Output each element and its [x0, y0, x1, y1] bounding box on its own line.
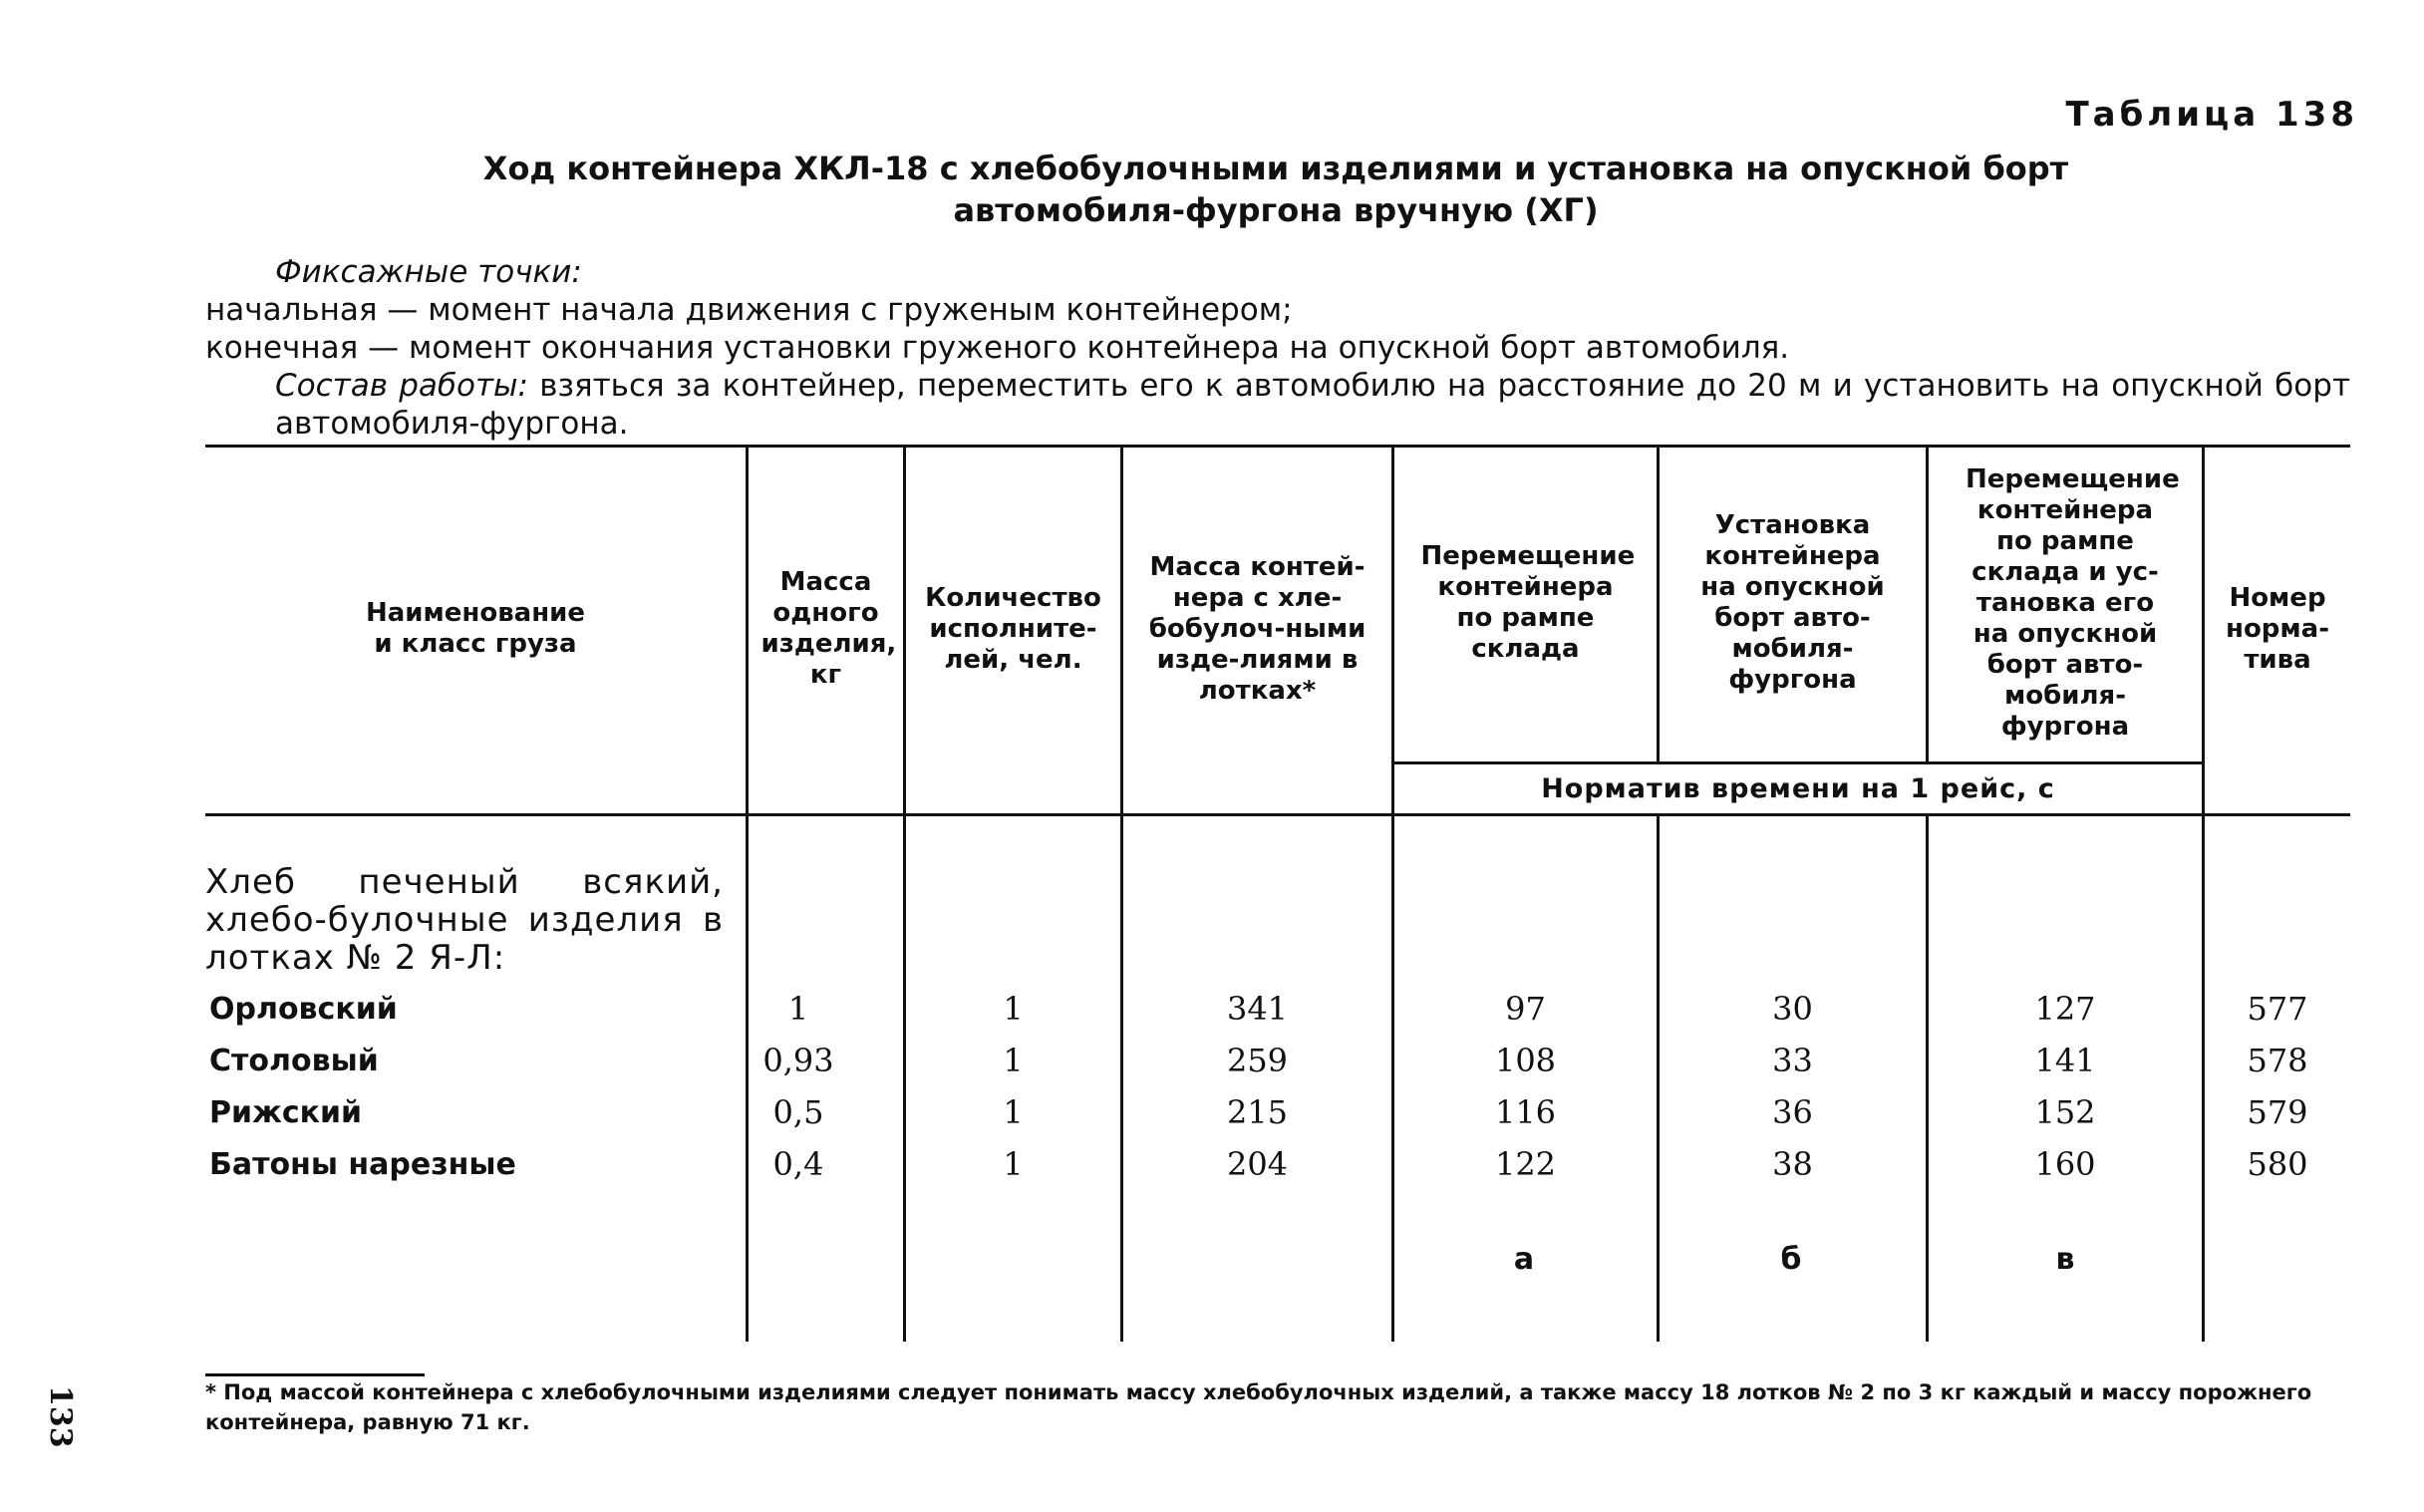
cell-install: 38	[1772, 1145, 1813, 1183]
header-time-norm: Норматив времени на 1 рейс, с	[1541, 773, 2055, 804]
cell-mass-container: 259	[1226, 1042, 1289, 1079]
cell-move-and-install: 160	[2034, 1145, 2096, 1183]
group-label: Хлеб печеный всякий, хлебо-булочные изделия в лотках № 2 Я-Л:	[205, 862, 724, 978]
cell-move-and-install: 127	[2034, 990, 2096, 1028]
cell-name: Орловский	[209, 991, 398, 1027]
work-label: Состав работы:	[275, 368, 528, 404]
cell-workers: 1	[1003, 1145, 1024, 1183]
cell-mass-container: 204	[1226, 1145, 1289, 1183]
cell-install: 33	[1772, 1042, 1813, 1079]
cell-move-and-install: 141	[2034, 1042, 2096, 1079]
cell-move-ramp: 97	[1505, 990, 1546, 1028]
table-row	[205, 983, 2350, 1035]
header-mass-container: Масса контей-нера с хле-бобулоч-ными изде-лиями в лотках*	[1148, 551, 1366, 706]
cell-workers: 1	[1003, 990, 1024, 1028]
cell-install: 30	[1772, 990, 1813, 1028]
page-number: 133	[43, 1385, 78, 1448]
cell-mass-container: 215	[1226, 1093, 1289, 1131]
cell-workers: 1	[1003, 1093, 1024, 1131]
table-row	[205, 1138, 2350, 1190]
header-move-ramp: Перемещение контейнера по рампе склада	[1420, 541, 1636, 664]
cell-mass-item: 1	[787, 990, 809, 1028]
header-move-and-install: Перемещение контейнера по рампе склада и ус-тановка его на опускной борт авто-мобиля-фургона	[1966, 463, 2180, 742]
header-name: Наименование и класс груза	[365, 598, 586, 659]
header-install: Установка контейнера на опускной борт авто-мобиля-фургона	[1700, 510, 1885, 695]
cell-name: Рижский	[209, 1094, 363, 1130]
cell-move-and-install: 152	[2034, 1093, 2096, 1131]
cell-mass-container: 341	[1226, 990, 1289, 1028]
column-letter-v: в	[2055, 1242, 2075, 1277]
column-letter-b: б	[1780, 1242, 1802, 1277]
header-bottom-rule	[205, 813, 2350, 816]
intro-block	[205, 253, 2350, 443]
cell-move-ramp: 122	[1494, 1145, 1557, 1183]
work-text: взяться за контейнер, переместить его к автомобилю на расстояние до 20 м и установить на опускной борт автомобиля-фургона.	[275, 368, 2350, 442]
table-title	[0, 148, 2424, 231]
header-workers: Количество исполните-лей, чел.	[925, 582, 1101, 675]
cell-name: Батоны нарезные	[209, 1146, 516, 1182]
column-letter-a: а	[1513, 1242, 1535, 1277]
norms-table	[205, 445, 2350, 1342]
start-point-text: начальная — момент начала движения с груженым контейнером;	[205, 292, 1293, 328]
cell-install: 36	[1772, 1093, 1813, 1131]
footnote: * Под массой контейнера с хлебобулочными изделиями следует понимать массу хлебобулочных изделий, а также массу 18 лотков № 2 по 3 кг каждый и массу порожнего контейнера, равную 71 кг.	[205, 1380, 2312, 1434]
table-row	[205, 1035, 2350, 1086]
header-mass-item: Масса одного изделия, кг	[760, 567, 897, 690]
cell-norm-number: 580	[2247, 1145, 2308, 1183]
title-line-1: Ход контейнера ХКЛ-18 с хлебобулочными изделиями и установка на опускной борт	[482, 150, 2069, 187]
cell-norm-number: 578	[2247, 1042, 2308, 1079]
cell-workers: 1	[1003, 1042, 1024, 1079]
cell-norm-number: 579	[2247, 1093, 2308, 1131]
end-point-text: конечная — момент окончания установки груженого контейнера на опускной борт автомобиля.	[205, 330, 1790, 366]
fix-points-label: Фиксажные точки:	[275, 254, 582, 290]
cell-name: Столовый	[209, 1043, 379, 1078]
cell-mass-item: 0,5	[772, 1093, 824, 1131]
cell-move-ramp: 108	[1494, 1042, 1557, 1079]
cell-move-ramp: 116	[1494, 1093, 1557, 1131]
cell-norm-number: 577	[2247, 990, 2308, 1028]
footnote-rule	[205, 1373, 425, 1376]
title-line-2: автомобиля-фургона вручную (ХГ)	[953, 191, 1599, 229]
header-norm-number: Номер норма-тива	[2225, 582, 2330, 675]
table-row	[205, 1086, 2350, 1138]
cell-mass-item: 0,4	[772, 1145, 824, 1183]
cell-mass-item: 0,93	[762, 1042, 834, 1079]
table-label: Таблица 138	[2065, 95, 2358, 135]
